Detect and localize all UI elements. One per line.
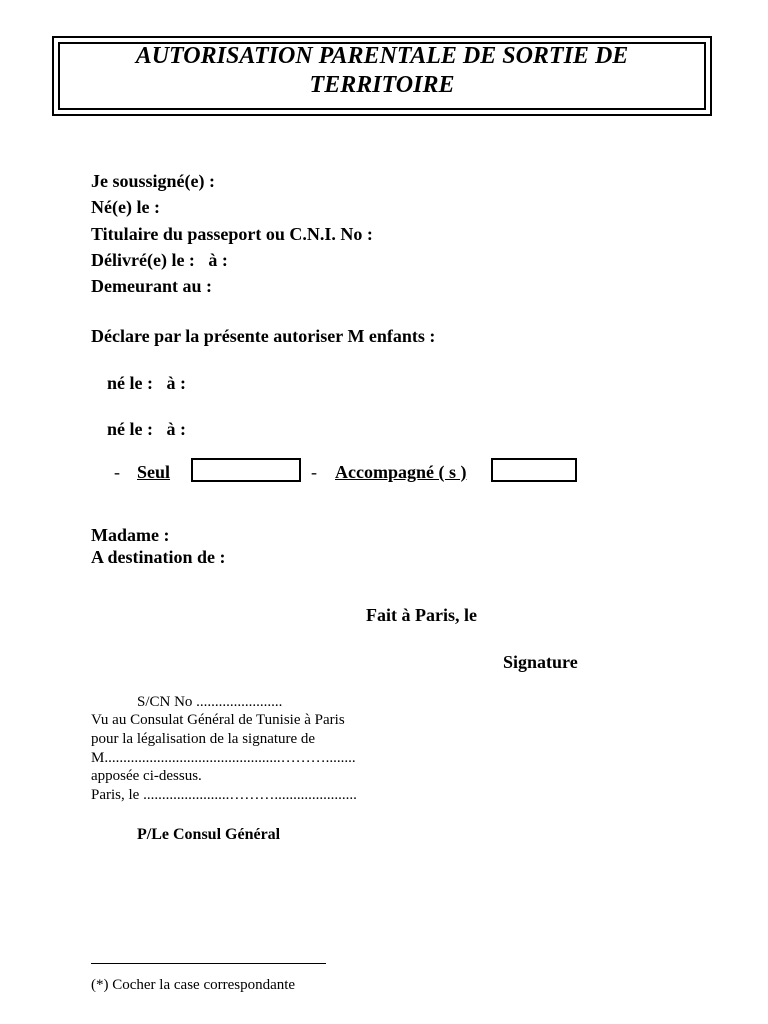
field-destination: A destination de : [91, 547, 226, 567]
option-dash-2: - [311, 462, 317, 482]
legalisation-line-2: pour la légalisation de la signature de [91, 731, 316, 747]
option-accompagne-label: Accompagné ( s ) [335, 462, 467, 482]
legalisation-line-3: M...............................................………........ [91, 750, 356, 766]
footnote: (*) Cocher la case correspondante [91, 977, 296, 993]
field-madame: Madame : [91, 525, 170, 545]
field-ne-le: Né(e) le : [91, 197, 160, 217]
option-seul-label: Seul [137, 462, 171, 482]
legalisation-line-4: apposée ci-dessus. [91, 768, 202, 784]
option-dash-1: - [114, 462, 120, 482]
consul-general: P/Le Consul Général [137, 826, 281, 843]
child-2-birth: né le : à : [107, 419, 186, 439]
field-soussigne: Je soussigné(e) : [91, 171, 215, 191]
scn-number: S/CN No ....................... [137, 694, 283, 710]
child-1-birth: né le : à : [107, 373, 186, 393]
fait-a-paris: Fait à Paris, le [366, 605, 477, 625]
title-line-2: TERRITOIRE [309, 72, 455, 98]
signature-label: Signature [503, 652, 578, 672]
seul-checkbox[interactable] [191, 458, 301, 482]
field-delivre: Délivré(e) le : à : [91, 250, 228, 270]
field-titulaire: Titulaire du passeport ou C.N.I. No : [91, 224, 373, 244]
accompagne-checkbox[interactable] [491, 458, 577, 482]
declaration-text: Déclare par la présente autoriser M enfants : [91, 326, 436, 346]
legalisation-line-5: Paris, le .......................………...................... [91, 787, 357, 803]
footnote-divider [91, 963, 326, 964]
title-line-1: AUTORISATION PARENTALE DE SORTIE DE [135, 43, 629, 69]
field-demeurant: Demeurant au : [91, 276, 212, 296]
document-title [54, 42, 710, 100]
title-box [52, 36, 712, 116]
legalisation-line-1: Vu au Consulat Général de Tunisie à Paris [91, 712, 345, 728]
